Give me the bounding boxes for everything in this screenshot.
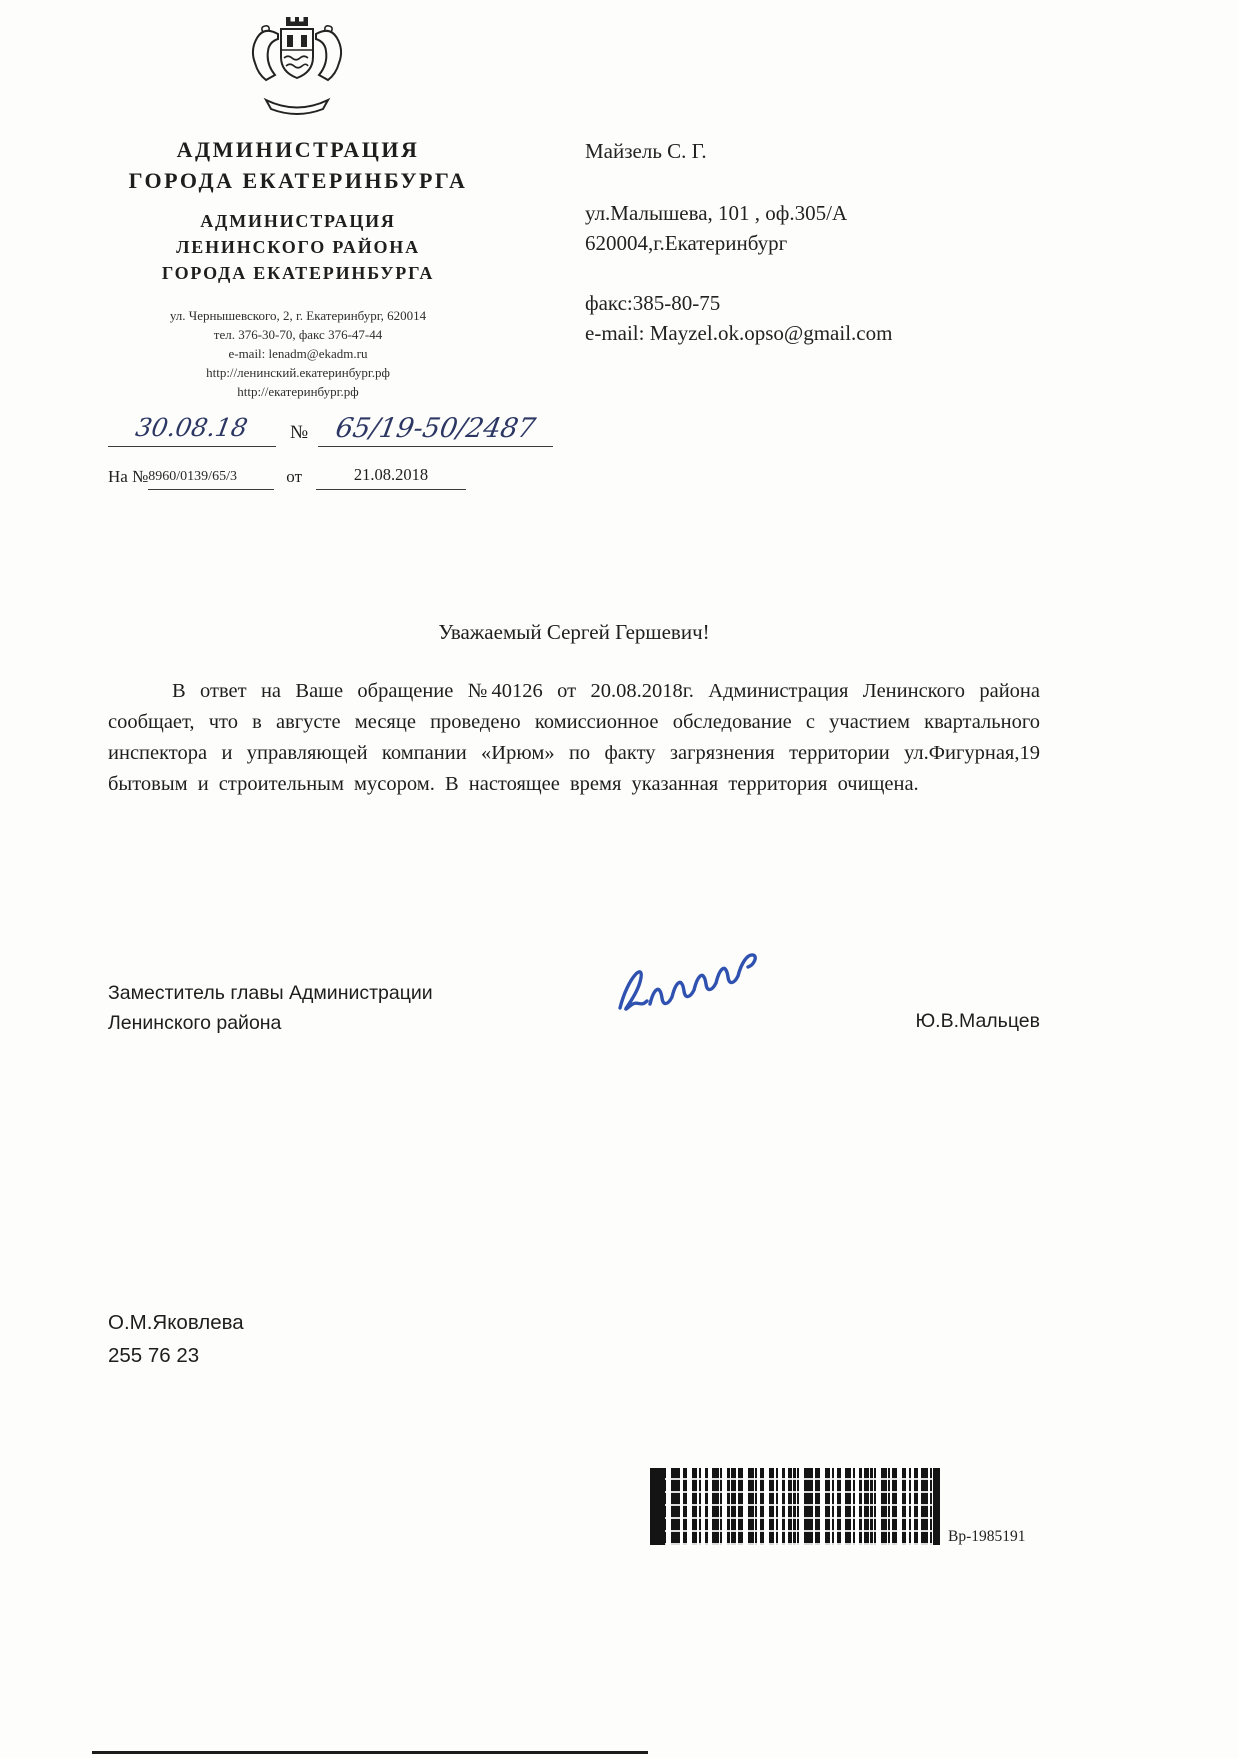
letterhead-site1: http://ленинский.екатеринбург.рф [206, 365, 390, 380]
from-label: от [286, 467, 303, 486]
salutation: Уважаемый Сергей Гершевич! [438, 620, 710, 644]
org-district-name [100, 208, 496, 286]
executor-block [108, 1306, 244, 1372]
signatory-title-line1: Заместитель главы Администрации [108, 982, 433, 1004]
letter-body: В ответ на Ваше обращение №40126 от 20.08.2018г. Администрация Ленинского района сообщает, что в августе месяце проведено комиссионное обследование с участием квартального инспектора и управляющей компании «Ирюм» по факту загрязнения территории ул.Фигурная,19 бытовым и строительным мусором. В настоящее время указанная территория очищена. [108, 680, 1040, 795]
barcode-label: Вр-1985191 [948, 1528, 1026, 1545]
barcode-image [650, 1468, 940, 1545]
org-city-line1: АДМИНИСТРАЦИЯ [176, 137, 420, 162]
outgoing-number: 65/19-50/2487 [333, 413, 538, 444]
recipient-address-line1: ул.Малышева, 101 , оф.305/А [585, 201, 848, 225]
scan-artifact-line [92, 1751, 648, 1754]
letterhead-address: ул. Чернышевского, 2, г. Екатеринбург, 620014 [169, 308, 427, 323]
org-district-line1: АДМИНИСТРАЦИЯ [200, 211, 396, 231]
letterhead-contacts [100, 306, 496, 401]
letterhead-phone: тел. 376-30-70, факс 376-47-44 [213, 327, 383, 342]
recipient-name: Майзель С. Г. [585, 139, 707, 163]
incoming-number: 8960/0139/65/3 [148, 469, 274, 490]
executor-phone: 255 76 23 [108, 1344, 200, 1367]
incoming-reference-row [108, 465, 553, 490]
number-sign: № [290, 422, 309, 443]
signature-ink [606, 952, 816, 1036]
executor-name: О.М.Яковлева [108, 1311, 244, 1334]
outgoing-number-line [318, 413, 553, 447]
recipient-fax: факс:385-80-75 [585, 291, 721, 315]
outgoing-date-line [108, 413, 276, 447]
coat-of-arms-icon [236, 10, 358, 118]
recipient-email: e-mail: Mayzel.ok.opso@gmail.com [585, 321, 893, 345]
signatory-title-line2: Ленинского района [108, 1012, 282, 1034]
letterhead [100, 134, 496, 401]
org-city-name [100, 134, 496, 196]
incoming-date: 21.08.2018 [316, 465, 466, 490]
org-district-line2: ЛЕНИНСКОГО РАЙОНА [176, 237, 420, 257]
letterhead-email: e-mail: lenadm@ekadm.ru [228, 346, 368, 361]
signatory-title [108, 978, 433, 1038]
recipient-address-line2: 620004,г.Екатеринбург [585, 231, 788, 255]
recipient-block [585, 136, 892, 348]
reply-to-label: На № [108, 467, 149, 486]
outgoing-reference-row [108, 413, 553, 447]
org-district-line3: ГОРОДА ЕКАТЕРИНБУРГА [161, 263, 435, 283]
signatory-name: Ю.В.Мальцев [915, 1010, 1040, 1032]
org-city-line2: ГОРОДА ЕКАТЕРИНБУРГА [128, 168, 468, 193]
signature-block [108, 978, 1040, 1058]
reference-block [108, 413, 553, 490]
letterhead-site2: http://екатеринбург.рф [237, 384, 359, 399]
outgoing-date: 30.08.18 [133, 413, 251, 442]
